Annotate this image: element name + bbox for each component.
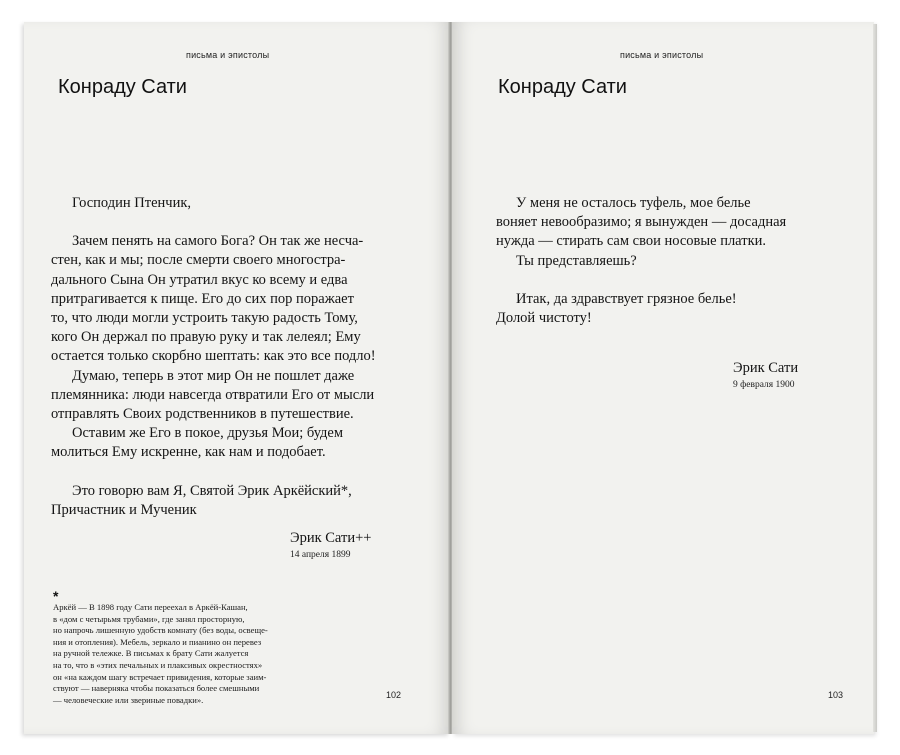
- body-line: стен, как и мы; после смерти своего многостра-: [51, 252, 346, 269]
- footnote-line: на ручной тележке. В письмах к брату Сати жалуется: [53, 648, 249, 659]
- footnote-mark: *: [53, 588, 59, 604]
- letter-body: [496, 194, 787, 328]
- footnote-line: Аркёй — В 1898 году Сати переехал в Аркёй-Кашан,: [53, 602, 248, 612]
- page-edge: [873, 24, 877, 732]
- footnote-line: ствуют — наверняка чтобы показаться более смешными: [53, 683, 260, 694]
- body-line: нужда — стирать сам свои носовые платки.: [496, 233, 767, 250]
- signature-name: Эрик Сати: [733, 360, 799, 376]
- body-line: Думаю, теперь в этот мир Он не пошлет даже: [72, 367, 355, 384]
- footnote-line: он «на каждом шагу встречает привидения, которые заим-: [53, 671, 267, 682]
- body-line: притрагивается к пище. Его до сих пор поражает: [51, 290, 354, 307]
- right-page: [452, 22, 874, 734]
- signature-date: 14 апреля 1899: [290, 550, 351, 560]
- body-line: кого Он держал по правую руку и так лелеял; Ему: [51, 329, 361, 346]
- footnote-line: на то, что в «этих печальных и плаксивых окрестностях»: [53, 659, 263, 670]
- running-head: письма и эпистолы: [620, 50, 704, 60]
- footnote-line: ния и отопления). Мебель, зеркало и пианино он перевез: [53, 636, 262, 647]
- body-line: воняет невообразимо; я вынужден — досадная: [496, 214, 787, 231]
- footnote-line: но напрочь лишенную удобств комнату (без воды, освеще-: [53, 625, 268, 636]
- page-number: 102: [386, 690, 402, 700]
- body-line: Зачем пенять на самого Бога? Он так же несча-: [72, 233, 364, 250]
- body-line: Ты представляешь?: [516, 252, 637, 269]
- body-line: молиться Ему искренне, как нам и подобает.: [51, 444, 326, 461]
- page-number: 103: [828, 690, 844, 700]
- footnote-line: в «дом с четырьмя трубами», где занял просторную,: [53, 613, 245, 624]
- letter-title: Конраду Сати: [498, 76, 627, 98]
- left-page: [24, 22, 450, 734]
- body-line: Господин Птенчик,: [72, 195, 191, 211]
- body-line: Долой чистоту!: [496, 310, 592, 327]
- footnote-line: — человеческие или звериные повадки».: [53, 694, 204, 705]
- body-line: дального Сына Он утратил вкус ко всему и едва: [51, 271, 348, 288]
- signature-date: 9 февраля 1900: [733, 380, 795, 390]
- running-head: письма и эпистолы: [186, 50, 270, 60]
- letter-body: [51, 194, 376, 520]
- letter-title: Конраду Сати: [58, 76, 187, 98]
- body-line: Причастник и Мученик: [51, 501, 197, 518]
- body-line: Оставим же Его в покое, друзья Мои; будем: [72, 425, 344, 442]
- body-line: У меня не осталось туфель, мое белье: [516, 195, 751, 211]
- body-line: остается только скорбно шептать: как это все подло!: [51, 348, 376, 365]
- body-line: Это говорю вам Я, Святой Эрик Аркёйский*,: [72, 482, 352, 499]
- signature-name: Эрик Сати++: [290, 530, 372, 546]
- body-line: отправлять Своих родственников в путешествие.: [51, 406, 354, 423]
- body-line: племянника: люди навсегда отвратили Его от мысли: [51, 386, 375, 403]
- footnote: [53, 602, 268, 706]
- body-line: Итак, да здравствует грязное белье!: [516, 290, 737, 307]
- body-line: то, что люди могли устроить такую радость Тому,: [51, 310, 358, 327]
